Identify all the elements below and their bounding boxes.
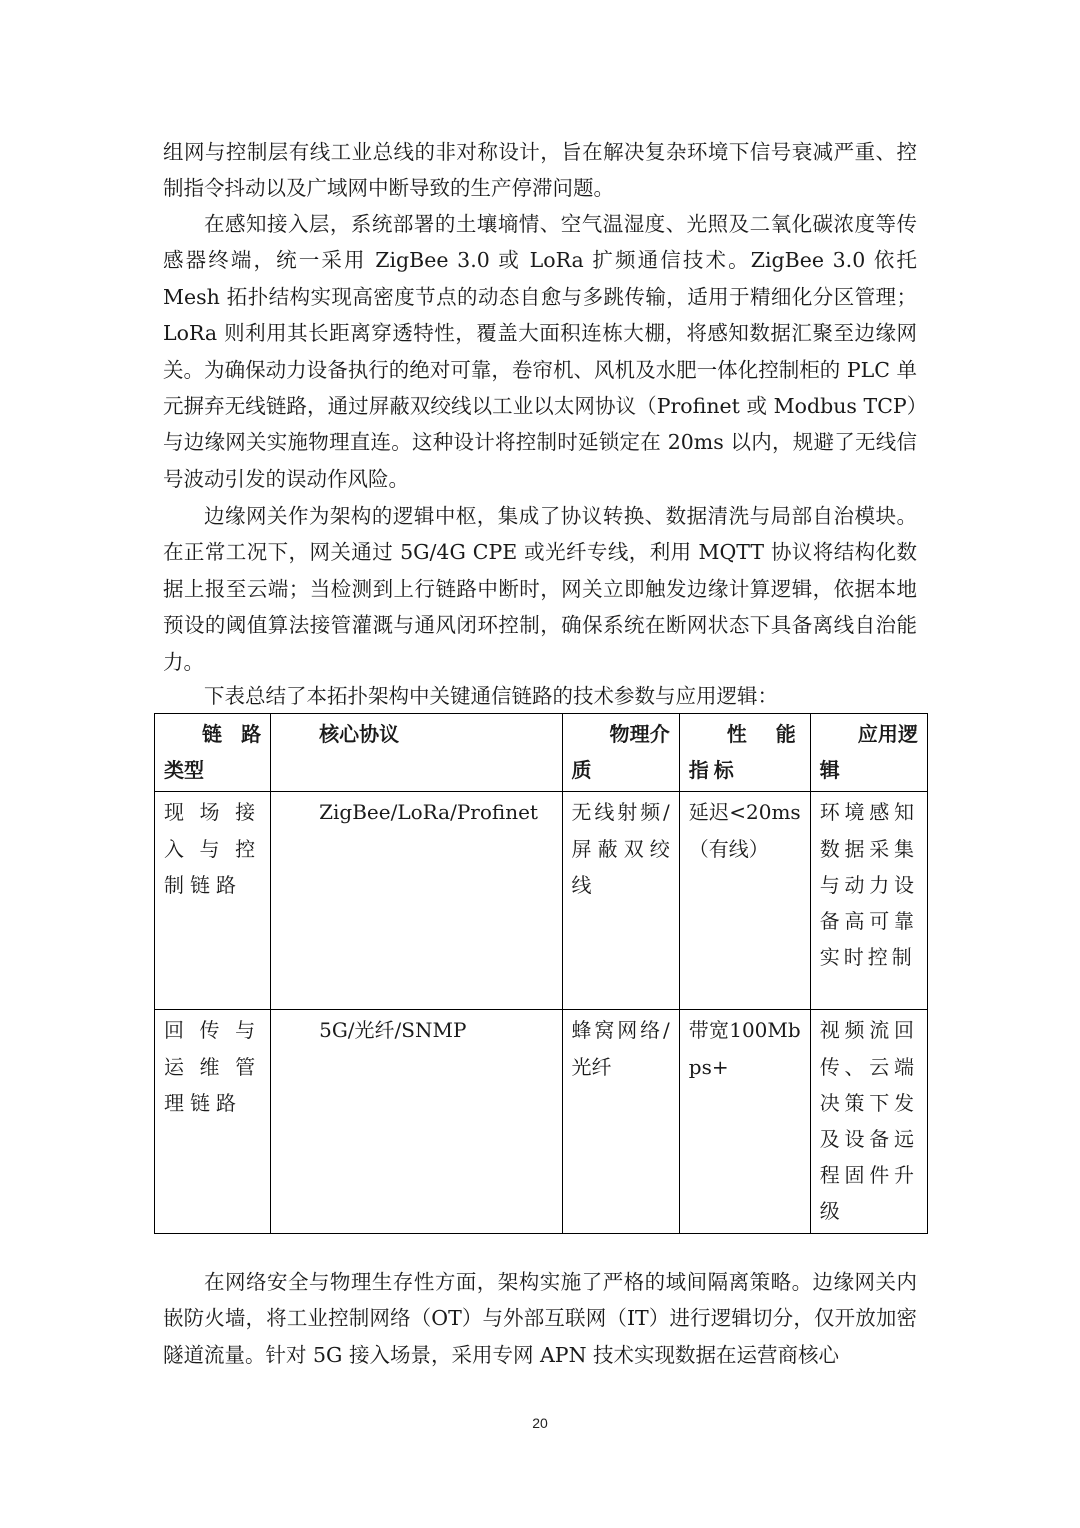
cell-link-type: 现场接入与控制链路 — [155, 792, 271, 1010]
cell-application: 环境感知数据采集与动力设备高可靠实时控制 — [810, 792, 927, 1010]
header-performance: 性能指标 — [679, 714, 810, 792]
cell-application: 视频流回传、云端决策下发及设备远程固件升级 — [810, 1010, 927, 1233]
header-physical-medium: 物理介质 — [562, 714, 679, 792]
cell-performance: 带宽100Mbps+ — [679, 1010, 810, 1233]
table-row — [155, 792, 928, 1010]
header-link-type: 链路类型 — [155, 714, 271, 792]
paragraph-sensing-layer: 在感知接入层，系统部署的土壤墒情、空气温湿度、光照及二氧化碳浓度等传感器终端，统一采用 ZigBee 3.0 或 LoRa 扩频通信技术。ZigBee 3.0 依托 Mesh 拓扑结构实现高密度节点的动态自愈与多跳传输，适用于精细化分区管理；LoRa 则利用其长距离穿透特性，覆盖大面积连栋大棚，将感知数据汇聚至边缘网关。为确保动力设备执行的绝对可靠，卷帘机、风机及水肥一体化控制柜的 PLC 单元摒弃无线链路，通过屏蔽双绞线以工业以太网协议（Profinet 或 Modbus TCP）与边缘网关实施物理直连。这种设计将控制时延锁定在 20ms 以内，规避了无线信号波动引发的误动作风险。 — [163, 212, 917, 491]
header-application: 应用逻辑 — [810, 714, 927, 792]
paragraph-edge-gateway: 边缘网关作为架构的逻辑中枢，集成了协议转换、数据清洗与局部自治模块。在正常工况下，网关通过 5G/4G CPE 或光纤专线，利用 MQTT 协议将结构化数据上报至云端；当检测到上行链路中断时，网关立即触发边缘计算逻辑，依据本地预设的阈值算法接管灌溉与通风闭环控制，确保系统在断网状态下具备离线自治能力。 — [163, 504, 917, 674]
table-caption: 下表总结了本拓扑架构中关键通信链路的技术参数与应用逻辑： — [204, 684, 778, 708]
cell-link-type: 回传与运维管理链路 — [155, 1010, 271, 1233]
table-row — [155, 1010, 928, 1233]
paragraph-continuation: 组网与控制层有线工业总线的非对称设计，旨在解决复杂环境下信号衰减严重、控制指令抖动以及广域网中断导致的生产停滞问题。 — [163, 140, 917, 201]
cell-core-protocol: 5G/光纤/SNMP — [271, 1010, 562, 1233]
cell-physical-medium: 无线射频/屏蔽双绞线 — [562, 792, 679, 1010]
cell-core-protocol: ZigBee/LoRa/Profinet — [271, 792, 562, 1010]
page-number: 20 — [532, 1415, 548, 1431]
cell-performance: 延迟<20ms（有线） — [679, 792, 810, 1010]
table-header-row — [155, 714, 928, 792]
paragraph-security: 在网络安全与物理生存性方面，架构实施了严格的域间隔离策略。边缘网关内嵌防火墙，将工业控制网络（OT）与外部互联网（IT）进行逻辑切分，仅开放加密隧道流量。针对 5G 接入场景，采用专网 APN 技术实现数据在运营商核心 — [163, 1270, 917, 1367]
cell-physical-medium: 蜂窝网络/光纤 — [562, 1010, 679, 1233]
link-parameters-table — [154, 713, 928, 1234]
header-core-protocol: 核心协议 — [271, 714, 562, 792]
